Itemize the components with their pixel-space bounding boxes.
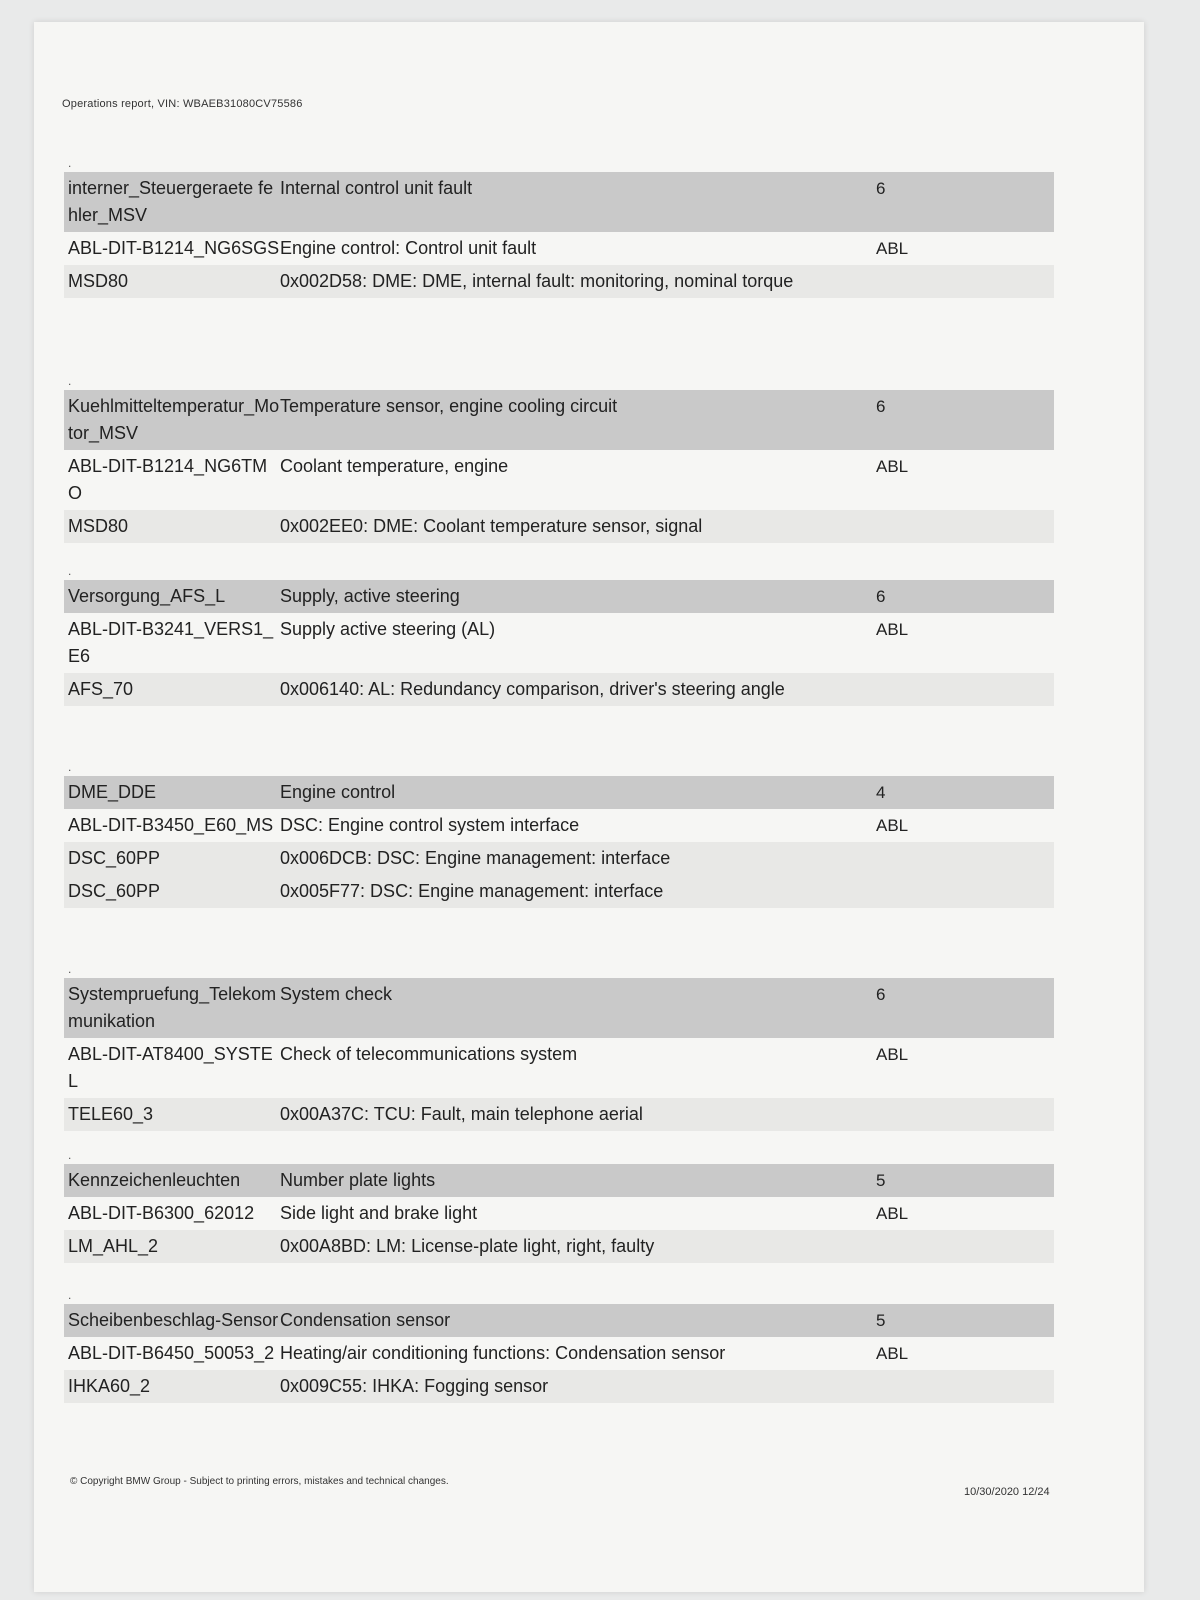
fault-row xyxy=(64,510,1054,543)
group-value: 6 xyxy=(876,587,886,606)
group-description: System check xyxy=(280,984,393,1004)
code-row xyxy=(64,1337,1054,1370)
fault-group xyxy=(64,566,1054,706)
fault-text: 0x002D58: DME: DME, internal fault: monitoring, nominal torque xyxy=(280,271,794,291)
fault-text: 0x00A8BD: LM: License-plate light, right, faulty xyxy=(280,1236,655,1256)
code-value: ABL xyxy=(876,1045,909,1064)
fault-row xyxy=(64,265,1054,298)
code-description: Side light and brake light xyxy=(280,1203,478,1223)
code-description: Engine control: Control unit fault xyxy=(280,238,537,258)
fault-text: 0x006DCB: DSC: Engine management: interface xyxy=(280,848,671,868)
group-head-row xyxy=(64,1164,1054,1197)
group-head-row xyxy=(64,172,1054,232)
code-value: ABL xyxy=(876,620,909,639)
fault-row xyxy=(64,1230,1054,1263)
code-name: ABL-DIT-B3241_VERS1_E6 xyxy=(68,619,274,666)
group-value: 5 xyxy=(876,1311,886,1330)
fault-unit: LM_AHL_2 xyxy=(68,1236,159,1256)
group-description: Number plate lights xyxy=(280,1170,436,1190)
code-name: ABL-DIT-B3450_E60_MS xyxy=(68,815,274,835)
fault-row xyxy=(64,1370,1054,1403)
group-name: Scheibenbeschlag-Sensor xyxy=(68,1310,279,1330)
dot-marker: . xyxy=(68,156,72,170)
code-name: ABL-DIT-B1214_NG6TMO xyxy=(68,456,268,503)
fault-text: 0x005F77: DSC: Engine management: interface xyxy=(280,881,664,901)
group-description: Supply, active steering xyxy=(280,586,460,606)
code-description: Supply active steering (AL) xyxy=(280,619,496,639)
fault-row xyxy=(64,842,1054,875)
group-name: interner_Steuergeraete fehler_MSV xyxy=(68,178,274,225)
code-value: ABL xyxy=(876,816,909,835)
group-value: 6 xyxy=(876,179,886,198)
fault-unit: DSC_60PP xyxy=(68,848,161,868)
group-head-row xyxy=(64,580,1054,613)
fault-text: 0x002EE0: DME: Coolant temperature sensor, signal xyxy=(280,516,703,536)
dot-marker: . xyxy=(68,1148,72,1162)
code-name: ABL-DIT-B1214_NG6SGS xyxy=(68,238,280,258)
group-description: Internal control unit fault xyxy=(280,178,473,198)
group-name: Systempruefung_Telekommunikation xyxy=(68,984,277,1031)
fault-text: 0x009C55: IHKA: Fogging sensor xyxy=(280,1376,549,1396)
code-row xyxy=(64,613,1054,673)
code-description: Heating/air conditioning functions: Condensation sensor xyxy=(280,1343,726,1363)
group-name: Kennzeichenleuchten xyxy=(68,1170,241,1190)
fault-group xyxy=(64,762,1054,908)
fault-unit: IHKA60_2 xyxy=(68,1376,151,1396)
code-name: ABL-DIT-B6300_62012 xyxy=(68,1203,255,1223)
group-name: Kuehlmitteltemperatur_Motor_MSV xyxy=(68,396,280,443)
code-name: ABL-DIT-AT8400_SYSTEL xyxy=(68,1044,273,1091)
dot-marker: . xyxy=(68,760,72,774)
fault-unit: MSD80 xyxy=(68,271,129,291)
code-value: ABL xyxy=(876,1204,909,1223)
group-head-row xyxy=(64,1304,1054,1337)
fault-unit: DSC_60PP xyxy=(68,881,161,901)
fault-group xyxy=(64,964,1054,1131)
dot-marker: . xyxy=(68,962,72,976)
code-row xyxy=(64,232,1054,265)
fault-group xyxy=(64,1150,1054,1263)
footer-copyright: © Copyright BMW Group - Subject to printing errors, mistakes and technical changes. xyxy=(70,1476,449,1487)
fault-row xyxy=(64,673,1054,706)
code-row xyxy=(64,450,1054,510)
code-description: DSC: Engine control system interface xyxy=(280,815,580,835)
group-value: 6 xyxy=(876,985,886,1004)
group-value: 6 xyxy=(876,397,886,416)
code-row xyxy=(64,809,1054,842)
dot-marker: . xyxy=(68,1288,72,1302)
code-row xyxy=(64,1197,1054,1230)
report-header: Operations report, VIN: WBAEB31080CV75586 xyxy=(62,98,303,110)
group-name: Versorgung_AFS_L xyxy=(68,586,226,606)
code-name: ABL-DIT-B6450_50053_2 xyxy=(68,1343,275,1363)
group-description: Engine control xyxy=(280,782,396,802)
fault-row xyxy=(64,1098,1054,1131)
group-value: 4 xyxy=(876,783,886,802)
fault-unit: MSD80 xyxy=(68,516,129,536)
code-value: ABL xyxy=(876,1344,909,1363)
group-head-row xyxy=(64,390,1054,450)
code-description: Coolant temperature, engine xyxy=(280,456,509,476)
group-head-row xyxy=(64,978,1054,1038)
fault-unit: AFS_70 xyxy=(68,679,134,699)
code-description: Check of telecommunications system xyxy=(280,1044,578,1064)
code-value: ABL xyxy=(876,239,909,258)
group-value: 5 xyxy=(876,1171,886,1190)
fault-group xyxy=(64,1290,1054,1403)
code-row xyxy=(64,1038,1054,1098)
group-head-row xyxy=(64,776,1054,809)
fault-text: 0x00A37C: TCU: Fault, main telephone aerial xyxy=(280,1104,643,1124)
fault-unit: TELE60_3 xyxy=(68,1104,154,1124)
footer-date: 10/30/2020 12/24 xyxy=(964,1486,1050,1498)
group-description: Condensation sensor xyxy=(280,1310,451,1330)
fault-group xyxy=(64,158,1054,298)
fault-text: 0x006140: AL: Redundancy comparison, driver's steering angle xyxy=(280,679,785,699)
group-name: DME_DDE xyxy=(68,782,157,802)
fault-group xyxy=(64,376,1054,543)
dot-marker: . xyxy=(68,374,72,388)
code-value: ABL xyxy=(876,457,909,476)
fault-row xyxy=(64,875,1054,908)
group-description: Temperature sensor, engine cooling circuit xyxy=(280,396,618,416)
dot-marker: . xyxy=(68,564,72,578)
